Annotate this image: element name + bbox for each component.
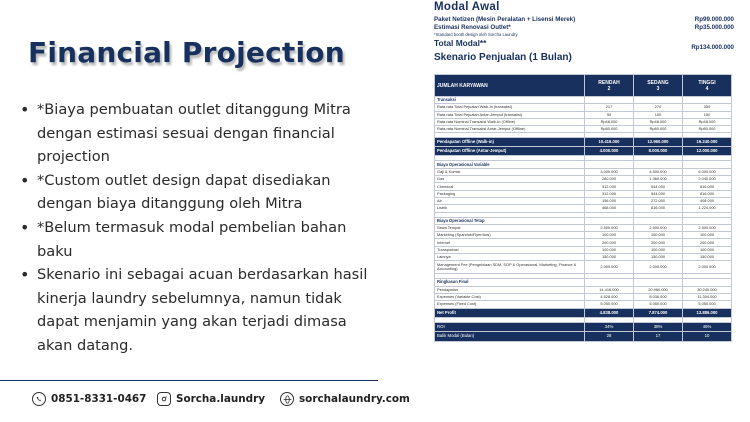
row-label: Expenses (Variable Cost) bbox=[435, 293, 585, 300]
row-value-tinggi bbox=[683, 97, 732, 104]
row-value-rendah bbox=[585, 161, 634, 168]
bullet-item: • *Belum termasuk modal pembelian bahan baku bbox=[18, 216, 383, 263]
row-label: Lainnya bbox=[435, 254, 585, 261]
row-value-tinggi: 16.240.000 bbox=[683, 138, 732, 147]
row-value-tinggi: 350 bbox=[683, 104, 732, 111]
row-value-sedang: 4.500.000 bbox=[634, 168, 683, 175]
row-value-rendah: 200.000 bbox=[585, 239, 634, 246]
row-value-sedang bbox=[634, 279, 683, 286]
row-value-sedang: 100.000 bbox=[634, 246, 683, 253]
row-value-sedang: Rp48.000 bbox=[634, 118, 683, 125]
row-value-rendah: 4.000.000 bbox=[585, 147, 634, 156]
row-value-rendah: 100.000 bbox=[585, 246, 634, 253]
contact-instagram[interactable] bbox=[157, 392, 265, 406]
row-label: Gas bbox=[435, 176, 585, 183]
row-value-tinggi: 2.500.000 bbox=[683, 224, 732, 231]
table-row bbox=[435, 126, 732, 133]
row-value-sedang: 17 bbox=[634, 332, 683, 342]
row-value-tinggi: 13.886.000 bbox=[683, 308, 732, 317]
row-label: Management Fee (Pengelolaan SDM, SOP & Operasional, Marketing, Finance & Accounting) bbox=[435, 261, 585, 274]
row-value-rendah: 14.416.000 bbox=[585, 286, 634, 293]
row-label: Rata-rata Nominal Transaksi Antar-Jemput (Offline) bbox=[435, 126, 585, 133]
bullet-item: • Skenario ini sebagai acuan berdasarkan hasil kinerja laundry sebelumnya, namun tidak dapat menjamin yang akan terjadi dimasa akan datang. bbox=[18, 263, 383, 357]
row-value-sedang: 7.874.000 bbox=[634, 308, 683, 317]
row-value-tinggi: 408.000 bbox=[683, 197, 732, 204]
modal-paket-row bbox=[434, 16, 734, 23]
row-value-rendah: 150.000 bbox=[585, 254, 634, 261]
table-row bbox=[435, 197, 732, 204]
row-value-tinggi bbox=[683, 279, 732, 286]
table-row bbox=[435, 279, 732, 286]
row-value-tinggi: 100.000 bbox=[683, 246, 732, 253]
header-sedang-count: 3 bbox=[656, 85, 660, 92]
header-sedang bbox=[634, 75, 683, 97]
website-url: sorchalaundry.com bbox=[299, 393, 410, 405]
row-value-sedang: 2.500.000 bbox=[634, 224, 683, 231]
row-value-sedang: 544.000 bbox=[634, 190, 683, 197]
row-value-rendah: 28 bbox=[585, 332, 634, 342]
table-row bbox=[435, 118, 732, 125]
row-value-rendah: 2.000.000 bbox=[585, 261, 634, 274]
table-row bbox=[435, 190, 732, 197]
row-label: Marketing (Spanduk/Flyer/Ads) bbox=[435, 232, 585, 239]
row-value-sedang: 1.360.000 bbox=[634, 176, 683, 183]
modal-renov-row bbox=[434, 24, 734, 31]
row-label: Pendapatan Offline (Walk-in) bbox=[435, 138, 585, 147]
whatsapp-icon bbox=[32, 392, 46, 406]
row-value-tinggi: 2.040.000 bbox=[683, 176, 732, 183]
modal-paket-value: Rp99.000.000 bbox=[694, 16, 734, 23]
table-row bbox=[435, 261, 732, 274]
modal-total-value: Rp134.000.000 bbox=[691, 44, 734, 51]
row-value-sedang: 544.000 bbox=[634, 183, 683, 190]
skenario-title: Skenario Penjualan (1 Bulan) bbox=[434, 52, 572, 63]
table-row bbox=[435, 97, 732, 104]
modal-renov-label: Estimasi Renovasi Outlet* bbox=[434, 24, 511, 31]
header-label: JUMLAH KARYAWAN bbox=[435, 75, 585, 97]
row-value-rendah: 34% bbox=[585, 322, 634, 332]
table-row bbox=[435, 161, 732, 168]
table-row bbox=[435, 322, 732, 332]
row-label: Net Profit bbox=[435, 308, 585, 317]
row-value-tinggi: 30.240.000 bbox=[683, 286, 732, 293]
row-value-rendah bbox=[585, 97, 634, 104]
contact-phone[interactable] bbox=[32, 392, 146, 406]
table-row bbox=[435, 104, 732, 111]
row-value-rendah: 10.416.000 bbox=[585, 138, 634, 147]
row-value-sedang: 8.036.000 bbox=[634, 293, 683, 300]
header-tinggi-count: 4 bbox=[705, 85, 709, 92]
row-value-sedang bbox=[634, 97, 683, 104]
row-value-rendah: 280.000 bbox=[585, 176, 634, 183]
row-label: Packaging bbox=[435, 190, 585, 197]
skenario-table bbox=[434, 74, 732, 342]
row-value-rendah bbox=[585, 217, 634, 224]
row-value-rendah: 100.000 bbox=[585, 232, 634, 239]
row-value-sedang: 12.960.000 bbox=[634, 138, 683, 147]
row-label: Pendapatan bbox=[435, 286, 585, 293]
row-value-sedang bbox=[634, 217, 683, 224]
row-value-tinggi bbox=[683, 217, 732, 224]
row-label: ROI bbox=[435, 322, 585, 332]
table-row bbox=[435, 301, 732, 308]
row-label: Rata-rata Nominal Transaksi Walk-In (Offline) bbox=[435, 118, 585, 125]
row-value-sedang: 8.000.000 bbox=[634, 147, 683, 156]
row-label: Transportasi bbox=[435, 246, 585, 253]
row-value-rendah: 468.000 bbox=[585, 205, 634, 212]
row-value-sedang: 2.000.000 bbox=[634, 261, 683, 274]
row-label: Expenses (Fixed Cost) bbox=[435, 301, 585, 308]
row-value-rendah: Rp80.000 bbox=[585, 126, 634, 133]
table-row bbox=[435, 232, 732, 239]
row-value-tinggi: 816.000 bbox=[683, 190, 732, 197]
row-label: Transaksi bbox=[435, 97, 585, 104]
table-row bbox=[435, 254, 732, 261]
instagram-icon bbox=[157, 392, 171, 406]
row-label: Rata-rata Total Pejualan Antar-Jemput (transaksi) bbox=[435, 111, 585, 118]
table-row bbox=[435, 224, 732, 231]
row-label: Air bbox=[435, 197, 585, 204]
row-value-tinggi: 150.000 bbox=[683, 254, 732, 261]
row-value-sedang: 200.000 bbox=[634, 239, 683, 246]
row-value-rendah: 2.500.000 bbox=[585, 224, 634, 231]
header-tinggi-label: TINGGI bbox=[698, 79, 716, 86]
row-label: Gaji & Komisi bbox=[435, 168, 585, 175]
row-value-rendah: 4.838.000 bbox=[585, 308, 634, 317]
row-value-rendah: 156.000 bbox=[585, 197, 634, 204]
row-value-tinggi: 10 bbox=[683, 332, 732, 342]
table-row bbox=[435, 246, 732, 253]
table-header bbox=[435, 75, 732, 97]
row-label: Internet bbox=[435, 239, 585, 246]
table-row bbox=[435, 308, 732, 317]
row-value-rendah: 312.000 bbox=[585, 190, 634, 197]
modal-awal-title: Modal Awal bbox=[434, 1, 500, 13]
table-row bbox=[435, 205, 732, 212]
row-value-sedang: 272.000 bbox=[634, 197, 683, 204]
row-value-tinggi: 12.000.000 bbox=[683, 147, 732, 156]
page-title: Financial Projection bbox=[28, 36, 345, 69]
table-row bbox=[435, 217, 732, 224]
row-value-tinggi: 2.000.000 bbox=[683, 261, 732, 274]
row-value-tinggi: 11.304.000 bbox=[683, 293, 732, 300]
row-value-rendah: 3.000.000 bbox=[585, 168, 634, 175]
header-rendah-label: RENDAH bbox=[598, 79, 620, 86]
row-label: Pendapatan Offline (Antar-Jemput) bbox=[435, 147, 585, 156]
header-sedang-label: SEDANG bbox=[647, 79, 669, 86]
row-value-tinggi: 1.224.000 bbox=[683, 205, 732, 212]
row-value-rendah bbox=[585, 279, 634, 286]
table-row bbox=[435, 293, 732, 300]
row-value-tinggi: Rp48.000 bbox=[683, 118, 732, 125]
row-value-rendah: 50 bbox=[585, 111, 634, 118]
row-value-tinggi: 6.000.000 bbox=[683, 168, 732, 175]
row-value-sedang: 150.000 bbox=[634, 254, 683, 261]
row-value-rendah: 217 bbox=[585, 104, 634, 111]
row-value-sedang: 100 bbox=[634, 111, 683, 118]
row-value-tinggi: 150 bbox=[683, 111, 732, 118]
modal-renov-value: Rp35.000.000 bbox=[694, 24, 734, 31]
row-value-sedang: 816.000 bbox=[634, 205, 683, 212]
row-value-rendah: 5.050.000 bbox=[585, 301, 634, 308]
row-value-tinggi: 200.000 bbox=[683, 239, 732, 246]
globe-icon bbox=[280, 392, 294, 406]
row-label: Ringkasan Final bbox=[435, 279, 585, 286]
contact-website[interactable] bbox=[280, 392, 410, 406]
row-label: Listrik bbox=[435, 205, 585, 212]
modal-paket-label: Paket Netizen (Mesin Peralatan + Lisensi Merek) bbox=[434, 16, 576, 23]
bullet-item: • *Biaya pembuatan outlet ditanggung Mitra dengan estimasi sesuai dengan financial projection bbox=[18, 98, 383, 169]
row-label: Rata-rata Total Pejualan Walk-In (transaksi) bbox=[435, 104, 585, 111]
row-label: Sewa Tempat bbox=[435, 224, 585, 231]
row-value-tinggi: Rp80.000 bbox=[683, 126, 732, 133]
row-label: Balik Modal (Bulan) bbox=[435, 332, 585, 342]
row-label: Chemical bbox=[435, 183, 585, 190]
table-row bbox=[435, 147, 732, 156]
row-label: Biaya Operasional Tetap bbox=[435, 217, 585, 224]
row-value-rendah: 312.000 bbox=[585, 183, 634, 190]
title-area bbox=[28, 36, 388, 69]
instagram-handle: Sorcha.laundry bbox=[176, 393, 265, 405]
row-value-sedang: 100.000 bbox=[634, 232, 683, 239]
contact-bar bbox=[0, 392, 410, 410]
table-row bbox=[435, 286, 732, 293]
row-value-tinggi bbox=[683, 161, 732, 168]
table-row bbox=[435, 176, 732, 183]
header-rendah bbox=[585, 75, 634, 97]
row-value-rendah: 4.528.000 bbox=[585, 293, 634, 300]
row-value-tinggi: 816.000 bbox=[683, 183, 732, 190]
row-value-sedang: 38% bbox=[634, 322, 683, 332]
table-row bbox=[435, 332, 732, 342]
table-row bbox=[435, 239, 732, 246]
row-value-sedang bbox=[634, 161, 683, 168]
table-row bbox=[435, 111, 732, 118]
table-row bbox=[435, 183, 732, 190]
row-value-rendah: Rp48.000 bbox=[585, 118, 634, 125]
row-value-tinggi: 100.000 bbox=[683, 232, 732, 239]
row-value-tinggi: 5.050.000 bbox=[683, 301, 732, 308]
row-value-tinggi: 46% bbox=[683, 322, 732, 332]
row-value-sedang: Rp80.000 bbox=[634, 126, 683, 133]
row-value-sedang: 20.960.000 bbox=[634, 286, 683, 293]
row-value-sedang: 5.050.000 bbox=[634, 301, 683, 308]
bullet-item: • *Custom outlet design dapat disediakan dengan biaya ditanggung oleh Mitra bbox=[18, 169, 383, 216]
phone-number: 0851-8331-0467 bbox=[51, 393, 147, 405]
row-value-sedang: 270 bbox=[634, 104, 683, 111]
table-row bbox=[435, 168, 732, 175]
footer-divider bbox=[0, 380, 378, 381]
modal-note: *Standard booth design oleh Sorcha Laundry bbox=[434, 32, 518, 37]
modal-total-label: Total Modal** bbox=[434, 38, 487, 48]
bullet-list bbox=[18, 98, 383, 358]
header-rendah-count: 2 bbox=[607, 85, 611, 92]
header-tinggi bbox=[683, 75, 732, 97]
row-label: Biaya Operasional Variable bbox=[435, 161, 585, 168]
table-row bbox=[435, 138, 732, 147]
